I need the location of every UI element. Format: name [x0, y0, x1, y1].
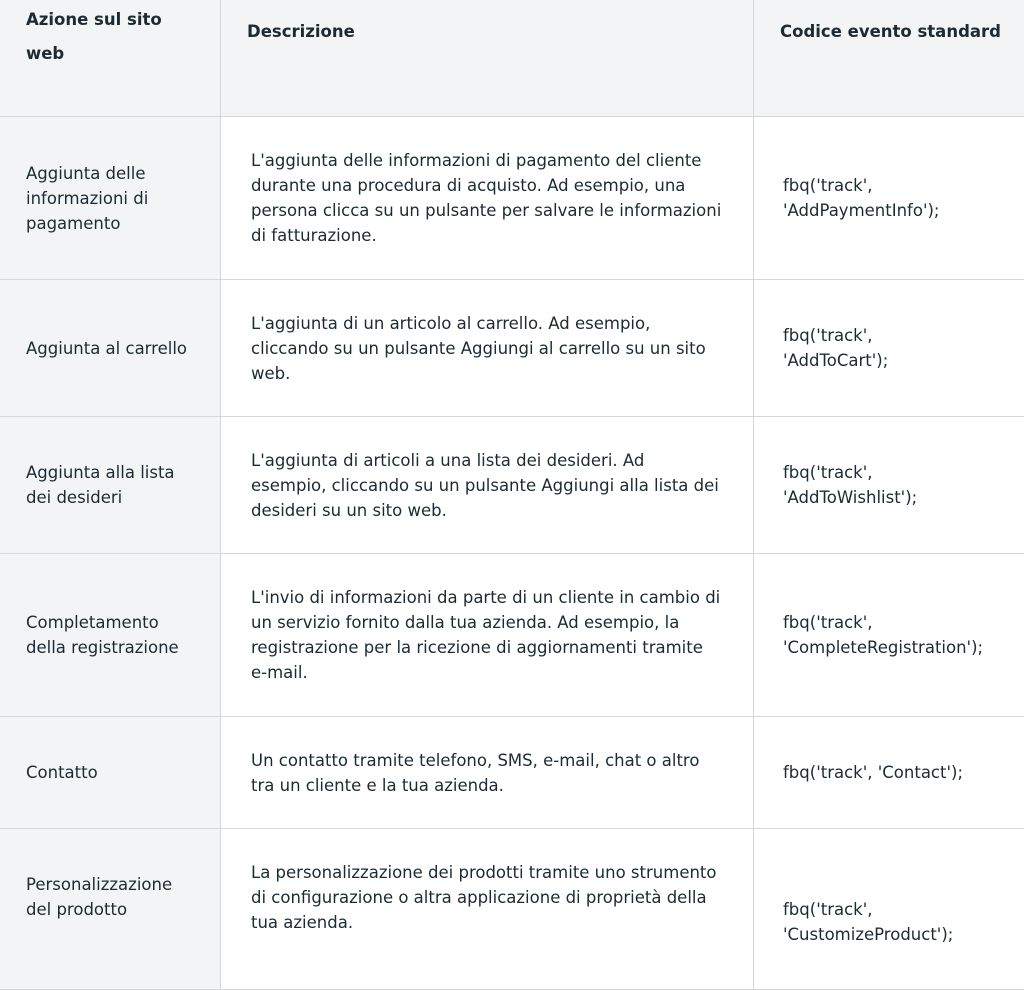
- table-row: [0, 117, 1024, 280]
- action-cell: Completamento della registrazione: [0, 554, 221, 717]
- description-cell: L'aggiunta di un articolo al carrello. Ad esempio, cliccando su un pulsante Aggiungi al carrello su un sito web.: [221, 280, 754, 417]
- table-row: [0, 417, 1024, 554]
- description-cell: L'invio di informazioni da parte di un cliente in cambio di un servizio fornito dalla tua azienda. Ad esempio, la registrazione per la ricezione di aggiornamenti tramite e-mail.: [221, 554, 754, 717]
- table-header: [0, 0, 1024, 117]
- table-row: [0, 829, 1024, 990]
- table-row: [0, 717, 1024, 829]
- action-cell: [0, 829, 221, 990]
- header-code: Codice evento standard: [754, 0, 1024, 117]
- table-row: [0, 280, 1024, 417]
- header-description: Descrizione: [221, 0, 754, 117]
- action-cell: Contatto: [0, 717, 221, 829]
- description-text: La personalizzazione dei prodotti tramite uno strumento di configurazione o altra applicazione di proprietà della tua azienda.: [251, 829, 723, 935]
- action-cell: Aggiunta al carrello: [0, 280, 221, 417]
- description-cell: [221, 829, 754, 990]
- action-text: Personalizzazione del prodotto: [26, 829, 198, 922]
- code-cell: fbq('track', 'CompleteRegistration');: [754, 554, 1024, 717]
- table-row: [0, 554, 1024, 717]
- header-row: [0, 0, 1024, 117]
- action-cell: Aggiunta delle informazioni di pagamento: [0, 117, 221, 280]
- description-cell: L'aggiunta di articoli a una lista dei desideri. Ad esempio, cliccando su un pulsante Aggiungi alla lista dei desideri su un sito web.: [221, 417, 754, 554]
- code-cell: fbq('track', 'AddToCart');: [754, 280, 1024, 417]
- code-cell: [754, 829, 1024, 990]
- code-cell: fbq('track', 'AddPaymentInfo');: [754, 117, 1024, 280]
- header-action: Azione sul sito web: [0, 0, 221, 117]
- table-body: [0, 117, 1024, 990]
- action-cell: Aggiunta alla lista dei desideri: [0, 417, 221, 554]
- description-cell: L'aggiunta delle informazioni di pagamento del cliente durante una procedura di acquisto. Ad esempio, una persona clicca su un pulsante per salvare le informazioni di fatturazione.: [221, 117, 754, 280]
- code-cell: fbq('track', 'Contact');: [754, 717, 1024, 829]
- code-text: fbq('track', 'CustomizeProduct');: [783, 854, 1024, 947]
- description-cell: Un contatto tramite telefono, SMS, e-mail, chat o altro tra un cliente e la tua azienda.: [221, 717, 754, 829]
- code-cell: fbq('track', 'AddToWishlist');: [754, 417, 1024, 554]
